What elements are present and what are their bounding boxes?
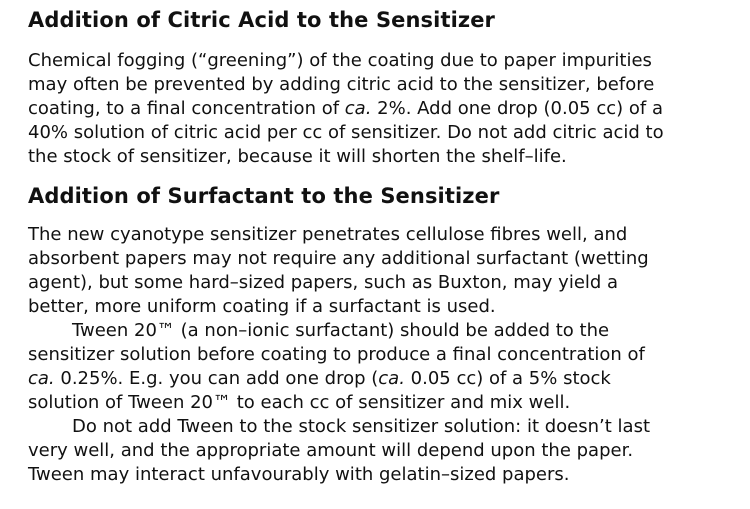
text-line: solution of Tween 20™ to each cc of sensitizer and mix well. [28, 392, 571, 413]
text-line: Chemical fogging (“greening”) of the coating due to paper impurities [28, 50, 652, 71]
text-line: very well, and the appropriate amount will depend upon the paper. [28, 440, 634, 461]
text-line: Tween may interact unfavourably with gelatin–sized papers. [28, 464, 570, 485]
document-page [28, 6, 740, 487]
text-line: Tween 20™ (a non–ionic surfactant) should be added to the [72, 320, 610, 341]
text-line: coating, to a final concentration of ca. 2%. Add one drop (0.05 cc) of a [28, 98, 663, 119]
section-heading-citric-acid: Addition of Citric Acid to the Sensitizer [28, 8, 496, 32]
text-line: 40% solution of citric acid per cc of sensitizer. Do not add citric acid to [28, 122, 664, 143]
text-line: absorbent papers may not require any additional surfactant (wetting [28, 248, 649, 269]
text-line: sensitizer solution before coating to produce a final concentration of [28, 344, 645, 365]
citric-acid-paragraph [28, 49, 740, 169]
section-heading-surfactant: Addition of Surfactant to the Sensitizer [28, 184, 500, 208]
text-line: agent), but some hard–sized papers, such as Buxton, may yield a [28, 272, 619, 293]
text-line: better, more uniform coating if a surfactant is used. [28, 296, 496, 317]
text-line: Do not add Tween to the stock sensitizer solution: it doesn’t last [72, 416, 651, 437]
text-line: The new cyanotype sensitizer penetrates cellulose fibres well, and [28, 224, 628, 245]
italic-abbrev: ca. [28, 368, 55, 389]
text-line: the stock of sensitizer, because it will shorten the shelf–life. [28, 146, 567, 167]
italic-abbrev: ca. [378, 368, 405, 389]
text-line: may often be prevented by adding citric acid to the sensitizer, before [28, 74, 655, 95]
surfactant-body [28, 223, 740, 487]
italic-abbrev: ca. [344, 98, 372, 119]
text-line: ca. 0.25%. E.g. you can add one drop (ca. 0.05 cc) of a 5% stock [28, 368, 611, 389]
